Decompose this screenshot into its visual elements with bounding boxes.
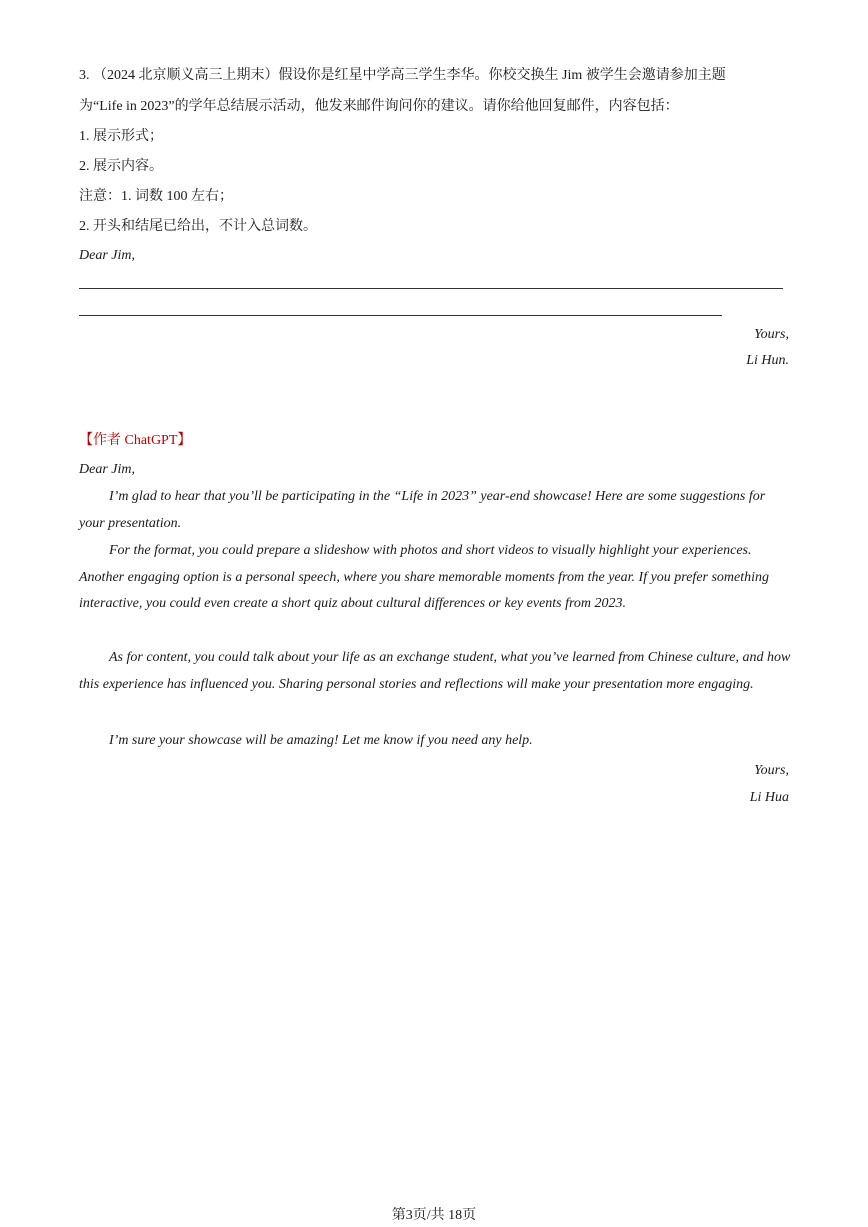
question-salutation: Dear Jim, xyxy=(79,248,135,263)
note-line-2: 2. 开头和结尾已给出，不计入总词数。 xyxy=(79,219,317,234)
answer-paragraph-4: I’m sure your showcase will be amazing! Let me know if you need any help. xyxy=(109,733,533,748)
answer-blank-line-2 xyxy=(79,315,722,316)
question-line-1: 3. （2024 北京顺义高三上期末）假设你是红星中学高三学生李华。你校交换生 Jim 被学生会邀请参加主题 xyxy=(79,68,726,83)
requirement-point-2: 2. 展示内容。 xyxy=(79,159,163,174)
answer-blank-line-1 xyxy=(79,288,783,289)
question-closing: Yours, xyxy=(754,327,789,342)
requirement-point-1: 1. 展示形式； xyxy=(79,129,163,144)
answer-salutation: Dear Jim, xyxy=(79,462,135,477)
note-line-1: 注意：1. 词数 100 左右； xyxy=(79,189,233,204)
author-label: 【作者 ChatGPT】 xyxy=(79,433,192,448)
answer-closing: Yours, xyxy=(754,763,789,778)
page-number: 第3页/共 18页 xyxy=(391,1208,477,1223)
question-signature: Li Hun. xyxy=(746,353,789,368)
answer-signature: Li Hua xyxy=(749,790,789,805)
answer-paragraph-3: As for content, you could talk about your life as an exchange student, what you’ve learned from Chinese culture, and how this experience has influenced you. Sharing personal stories and reflections will make your presentation more engaging. xyxy=(79,650,791,692)
question-line-2: 为“Life in 2023”的学年总结展示活动，他发来邮件询问你的建议。请你给他回复邮件，内容包括： xyxy=(79,99,679,114)
answer-paragraph-1: I’m glad to hear that you’ll be participating in the “Life in 2023” year-end showcase! Here are some suggestions for your presentation. xyxy=(79,489,766,531)
answer-paragraph-2: For the format, you could prepare a slideshow with photos and short videos to visually highlight your experiences. Another engaging option is a personal speech, where you share memorable moments from the year. If you prefer something interactive, you could even create a short quiz about cultural differences or key events from 2023. xyxy=(79,543,770,611)
